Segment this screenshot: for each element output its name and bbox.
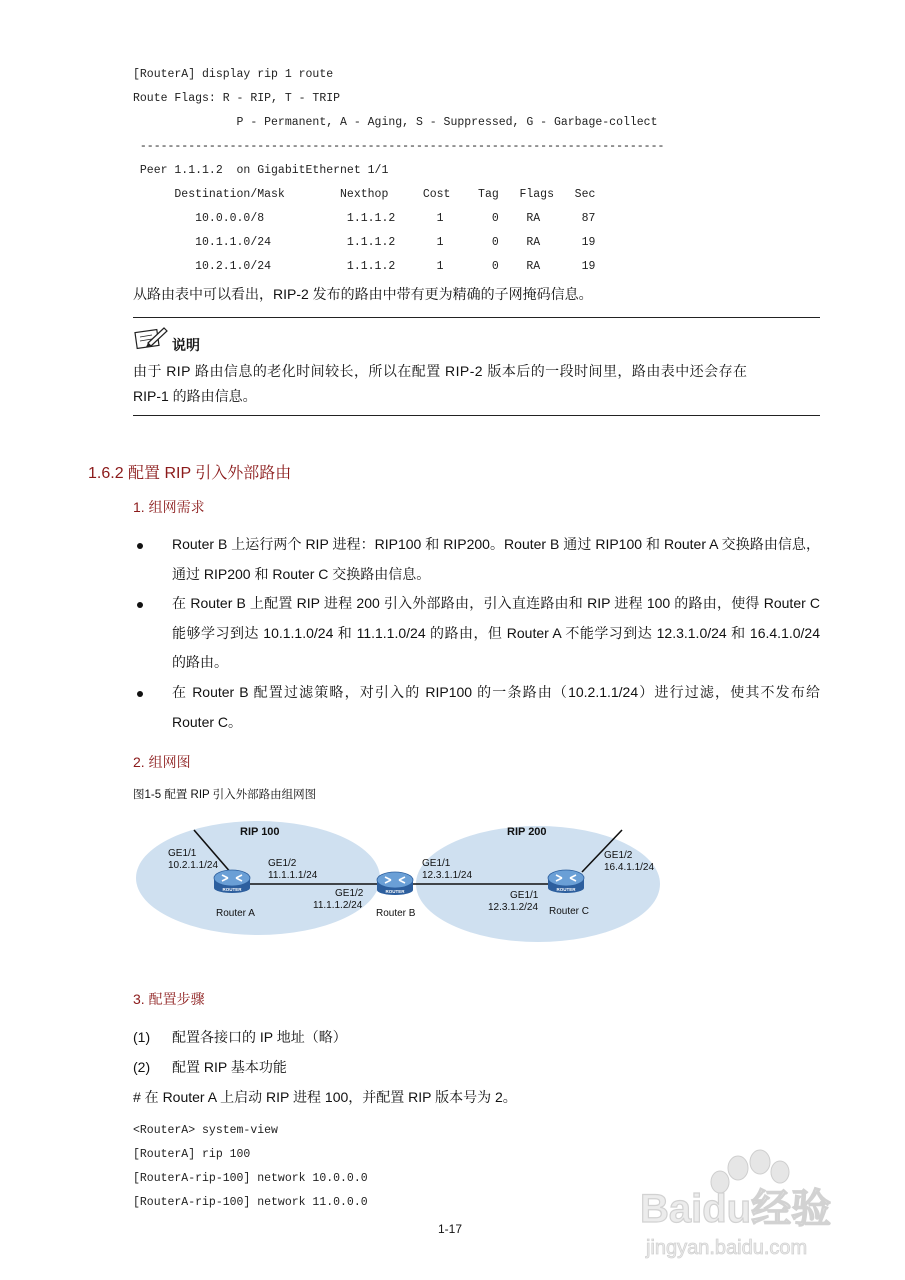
- figure-caption: 图1-5 配置 RIP 引入外部路由组网图: [133, 789, 317, 801]
- step-text: 配置 RIP 基本功能: [172, 1059, 287, 1075]
- paragraph: 从路由表中可以看出，RIP-2 发布的路由中带有更为精确的子网掩码信息。: [133, 286, 593, 302]
- bullet-item: 在 Router B 配置过滤策略，对引入的 RIP100 的一条路由（10.2.1.1/24）进行过滤，使其不发布给 Router C。: [172, 684, 820, 730]
- code-line: 10.2.1.0/24 1.1.1.2 1 0 RA 19: [133, 260, 596, 273]
- router-c-ge11: GE1/1: [510, 890, 539, 901]
- code-line: P - Permanent, A - Aging, S - Suppressed, G - Garbage-collect: [133, 116, 658, 129]
- rip100-cloud: [136, 821, 380, 935]
- watermark-url: jingyan.baidu.com: [646, 1237, 808, 1259]
- network-diagram: [130, 808, 670, 948]
- router-a-ge11: GE1/1: [168, 848, 197, 859]
- code-line: <RouterA> system-view: [133, 1124, 278, 1137]
- note-text-line2: RIP-1 的路由信息。: [133, 388, 257, 404]
- bullet-item: 在 Router B 上配置 RIP 进程 200 引入外部路由，引入直连路由和 RIP 进程 100 的路由，使得 Router C 能够学习到达 10.1.1.0/24 和 11.1.1.0/24 的路由，但 Router A 不能学习到达 12.3.1.0/24 和 16.4.1.0/24 的路由。: [172, 595, 820, 670]
- section-heading: 1.6.2 配置 RIP 引入外部路由: [88, 465, 292, 482]
- note-top-rule: [133, 317, 820, 318]
- code-line: Destination/Mask Nexthop Cost Tag Flags Sec: [133, 188, 596, 201]
- router-c-name: Router C: [549, 906, 590, 917]
- baidu-watermark: [640, 1148, 890, 1268]
- code-line: ----------------------------------------------------------------------------: [133, 140, 665, 153]
- code-line: 10.1.1.0/24 1.1.1.2 1 0 RA 19: [133, 236, 596, 249]
- router-c-ge12-ip: 16.4.1.1/24: [604, 862, 655, 873]
- subheading-diagram: 2. 组网图: [133, 754, 191, 770]
- hash-comment: # 在 Router A 上启动 RIP 进程 100，并配置 RIP 版本号为 2。: [133, 1089, 517, 1105]
- note-text-line1: 由于 RIP 路由信息的老化时间较长，所以在配置 RIP-2 版本后的一段时间里，路由表中还会存在: [133, 363, 748, 379]
- router-c-ge12: GE1/2: [604, 850, 633, 861]
- code-line: 10.0.0.0/8 1.1.1.2 1 0 RA 87: [133, 212, 596, 225]
- code-line: Peer 1.1.1.2 on GigabitEthernet 1/1: [133, 164, 389, 177]
- bullet-item: Router B 上运行两个 RIP 进程：RIP100 和 RIP200。Router B 通过 RIP100 和 Router A 交换路由信息，通过 RIP200 和 Router C 交换路由信息。: [172, 536, 820, 582]
- router-b-ge11-ip: 12.3.1.1/24: [422, 870, 473, 881]
- watermark-brand: Baidu经验: [640, 1187, 832, 1231]
- bullet-dot: [137, 602, 143, 608]
- router-b: [377, 872, 413, 895]
- router-a-name: Router A: [216, 908, 255, 919]
- router-c-ge11-ip: 12.3.1.2/24: [488, 902, 539, 913]
- router-c: [548, 870, 584, 893]
- code-line: [RouterA] display rip 1 route: [133, 68, 334, 81]
- step-number: (1): [133, 1029, 151, 1045]
- note-title: 说明: [172, 337, 200, 353]
- router-badge: ROUTER: [385, 889, 405, 894]
- router-a: [214, 870, 250, 893]
- note-bottom-rule: [133, 415, 820, 416]
- router-a-ge12-ip: 11.1.1.1/24: [268, 870, 318, 881]
- page-number: 1-17: [438, 1222, 463, 1236]
- step-text: 配置各接口的 IP 地址（略）: [172, 1029, 347, 1045]
- router-b-name: Router B: [376, 908, 416, 919]
- router-a-ge11-ip: 10.2.1.1/24: [168, 860, 219, 871]
- code-line: [RouterA] rip 100: [133, 1148, 251, 1161]
- subheading-requirements: 1. 组网需求: [133, 499, 205, 515]
- router-badge: ROUTER: [556, 887, 576, 892]
- router-a-ge12: GE1/2: [268, 858, 297, 869]
- code-line: [RouterA-rip-100] network 11.0.0.0: [133, 1196, 368, 1209]
- router-b-ge12-ip: 11.1.1.2/24: [313, 900, 363, 911]
- code-line: [RouterA-rip-100] network 10.0.0.0: [133, 1172, 368, 1185]
- rip100-label: RIP 100: [240, 826, 280, 838]
- subheading-steps: 3. 配置步骤: [133, 991, 205, 1007]
- router-badge: ROUTER: [222, 887, 242, 892]
- code-line: Route Flags: R - RIP, T - TRIP: [133, 92, 341, 105]
- router-b-ge11: GE1/1: [422, 858, 451, 869]
- pencil-note-icon: [134, 325, 168, 351]
- router-b-ge12: GE1/2: [335, 888, 364, 899]
- bullet-dot: [137, 691, 143, 697]
- rip200-label: RIP 200: [507, 826, 547, 838]
- bullet-dot: [137, 543, 143, 549]
- step-number: (2): [133, 1059, 151, 1075]
